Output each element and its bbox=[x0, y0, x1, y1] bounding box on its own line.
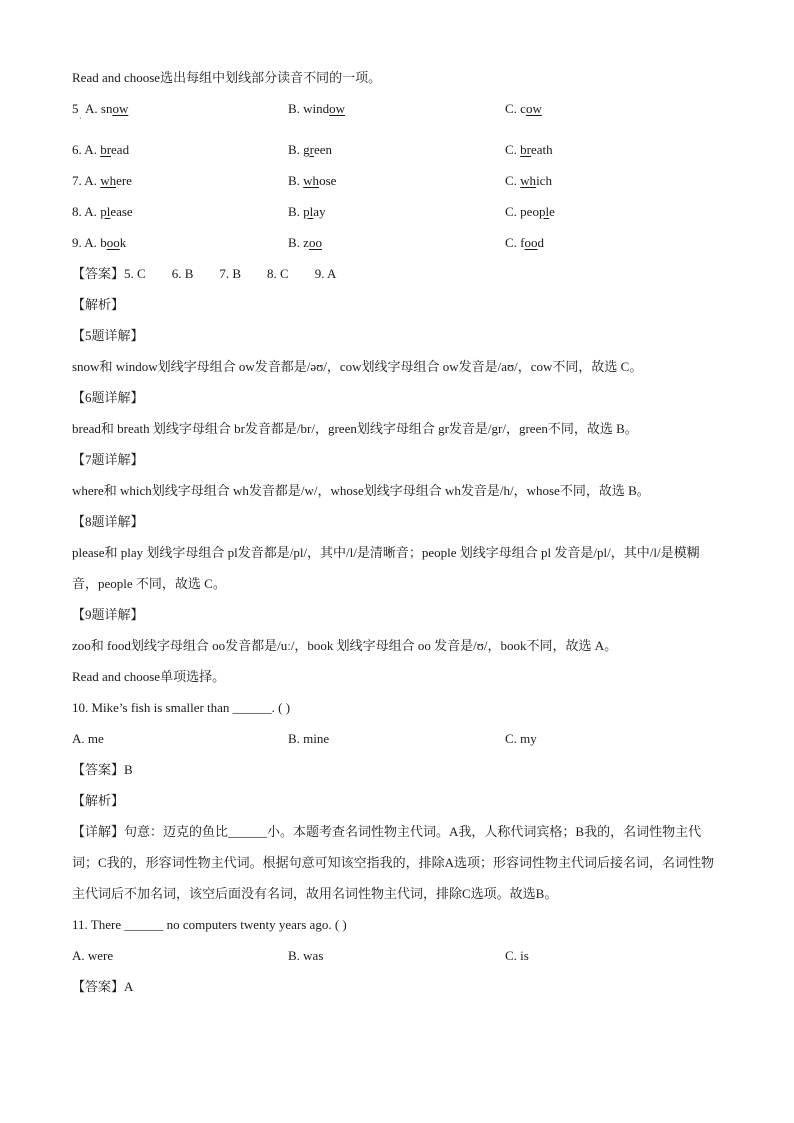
detail-6-tag: 【6题详解】 bbox=[72, 390, 144, 405]
detail-9-text: zoo和 food划线字母组合 oo发音都是/uː/，book 划线字母组合 oo 发音是/ʊ/，book不同，故选 A。 bbox=[72, 638, 618, 653]
question-8 bbox=[72, 196, 722, 227]
answer-tag: 【答案】 bbox=[72, 762, 125, 777]
q5-option-a: 5 A. snow bbox=[72, 101, 129, 116]
detail-7-text: where和 which划线字母组合 wh发音都是/w/，whose划线字母组合 wh发音是/h/，whose不同，故选 B。 bbox=[72, 483, 650, 498]
question-11-options bbox=[72, 940, 722, 971]
answer-5: 5. C bbox=[124, 266, 146, 281]
q9-option-a: 9. A. book bbox=[72, 235, 127, 250]
detail-7-tag: 【7题详解】 bbox=[72, 452, 144, 467]
q6-option-a: 6. A. bread bbox=[72, 142, 130, 157]
section1-instruction: Read and choose选出每组中划线部分读音不同的一项。 bbox=[72, 70, 382, 85]
q10-option-b: B. mine bbox=[288, 731, 330, 746]
q11-option-c: C. is bbox=[505, 948, 529, 963]
q7-option-b: B. whose bbox=[288, 173, 337, 188]
answer-6: 6. B bbox=[171, 266, 194, 281]
q11-option-a: A. were bbox=[72, 948, 114, 963]
detail-8-tag: 【8题详解】 bbox=[72, 514, 144, 529]
analysis-tag: 【解析】 bbox=[72, 297, 125, 312]
q6-option-b: B. green bbox=[288, 142, 333, 157]
analysis-tag-10: 【解析】 bbox=[72, 793, 125, 808]
answer-7: 7. B bbox=[219, 266, 242, 281]
detail-5-text: snow和 window划线字母组合 ow发音都是/əʊ/，cow划线字母组合 ow发音是/aʊ/，cow不同，故选 C。 bbox=[72, 359, 643, 374]
q8-option-a: 8. A. please bbox=[72, 204, 133, 219]
detail-5-tag: 【5题详解】 bbox=[72, 328, 144, 343]
q7-option-a: 7. A. where bbox=[72, 173, 132, 188]
question-9 bbox=[72, 227, 722, 258]
q10-option-c: C. my bbox=[505, 731, 537, 746]
q10-option-a: A. me bbox=[72, 731, 104, 746]
detail-10 bbox=[72, 816, 722, 909]
detail-6-text: bread和 breath 划线字母组合 br发音都是/br/，green划线字母组合 gr发音是/gr/，green不同，故选 B。 bbox=[72, 421, 638, 436]
stray-dot: · bbox=[79, 114, 82, 123]
answer-tag: 【答案】 bbox=[72, 979, 125, 994]
question-6 bbox=[72, 134, 722, 165]
answer-8: 8. C bbox=[267, 266, 289, 281]
detail-9-tag: 【9题详解】 bbox=[72, 607, 144, 622]
detail-10-text: 句意：迈克的鱼比______小。本题考查名词性物主代词。A我，人称代词宾格；B我的，名词性物主代词；C我的，形容词性物主代词。根据句意可知该空指我的，排除A选项；形容词性物主代词后接名词，名词性物主代词后不加名词，该空后面没有名词，故用名词性物主代词，排除C选项。故选B。 bbox=[72, 824, 715, 901]
detail-8-text: please和 play 划线字母组合 pl发音都是/pl/，其中/l/是清晰音；people 划线字母组合 pl 发音是/pl/，其中/l/是模糊音，people 不同，故选 C。 bbox=[72, 545, 700, 591]
document-page bbox=[72, 62, 722, 1002]
q6-option-c: C. breath bbox=[505, 142, 553, 157]
answer-line-5-9 bbox=[72, 258, 722, 289]
answer-tag: 【答案】 bbox=[72, 266, 125, 281]
answer-line-11 bbox=[72, 971, 722, 1002]
q11-option-b: B. was bbox=[288, 948, 324, 963]
question-10-stem: 10. Mike’s fish is smaller than ______. ( ) bbox=[72, 700, 291, 715]
answer-11: A bbox=[124, 979, 134, 994]
section2-instruction: Read and choose单项选择。 bbox=[72, 669, 226, 684]
q5-option-c: C. cow bbox=[505, 101, 542, 116]
answer-9: 9. A bbox=[314, 266, 337, 281]
question-5 bbox=[72, 93, 722, 134]
q7-option-c: C. which bbox=[505, 173, 552, 188]
question-11-stem: 11. There ______ no computers twenty years ago. ( ) bbox=[72, 917, 347, 932]
detail-tag-10: 【详解】 bbox=[72, 824, 125, 839]
q5-option-b: B. window bbox=[288, 101, 346, 116]
question-10-options bbox=[72, 723, 722, 754]
q8-option-c: C. people bbox=[505, 204, 555, 219]
q8-option-b: B. play bbox=[288, 204, 326, 219]
answer-10: B bbox=[124, 762, 133, 777]
q9-option-c: C. food bbox=[505, 235, 545, 250]
answer-line-10 bbox=[72, 754, 722, 785]
question-7 bbox=[72, 165, 722, 196]
q9-option-b: B. zoo bbox=[288, 235, 322, 250]
